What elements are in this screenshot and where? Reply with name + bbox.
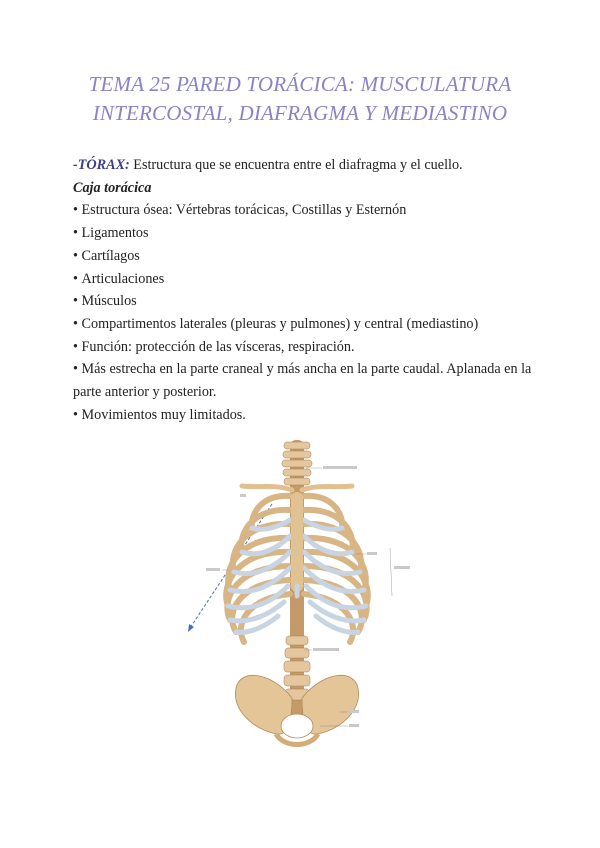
- section-heading: Caja torácica: [73, 179, 152, 196]
- bullet-item: • Cartílagos: [73, 245, 543, 268]
- page-title: [40, 70, 560, 128]
- intro-paragraph: [73, 154, 543, 177]
- title-line-1: TEMA 25 PARED TORÁCICA: MUSCULATURA: [88, 72, 512, 96]
- thoracic-cage-illustration: [180, 436, 430, 756]
- bullet-item: • Función: protección de las vísceras, respiración.: [73, 336, 543, 359]
- bullet-item: • Músculos: [73, 290, 543, 313]
- bullet-item: • Ligamentos: [73, 222, 543, 245]
- body-content: [73, 154, 543, 426]
- bullet-item: • Estructura ósea: Vértebras torácicas, Costillas y Esternón: [73, 199, 543, 222]
- bullet-item: • Articulaciones: [73, 268, 543, 291]
- bullet-item: • Más estrecha en la parte craneal y más ancha en la parte caudal. Aplanada en la parte anterior y posterior.: [73, 358, 543, 403]
- bullet-item: • Movimientos muy limitados.: [73, 404, 543, 427]
- intro-text: Estructura que se encuentra entre el diafragma y el cuello.: [129, 157, 463, 173]
- bullet-item: • Compartimentos laterales (pleuras y pulmones) y central (mediastino): [73, 313, 543, 336]
- intro-label: -TÓRAX:: [73, 157, 130, 173]
- thoracic-cage-figure: [180, 436, 430, 756]
- title-line-2: INTERCOSTAL, DIAFRAGMA Y MEDIASTINO: [92, 101, 508, 125]
